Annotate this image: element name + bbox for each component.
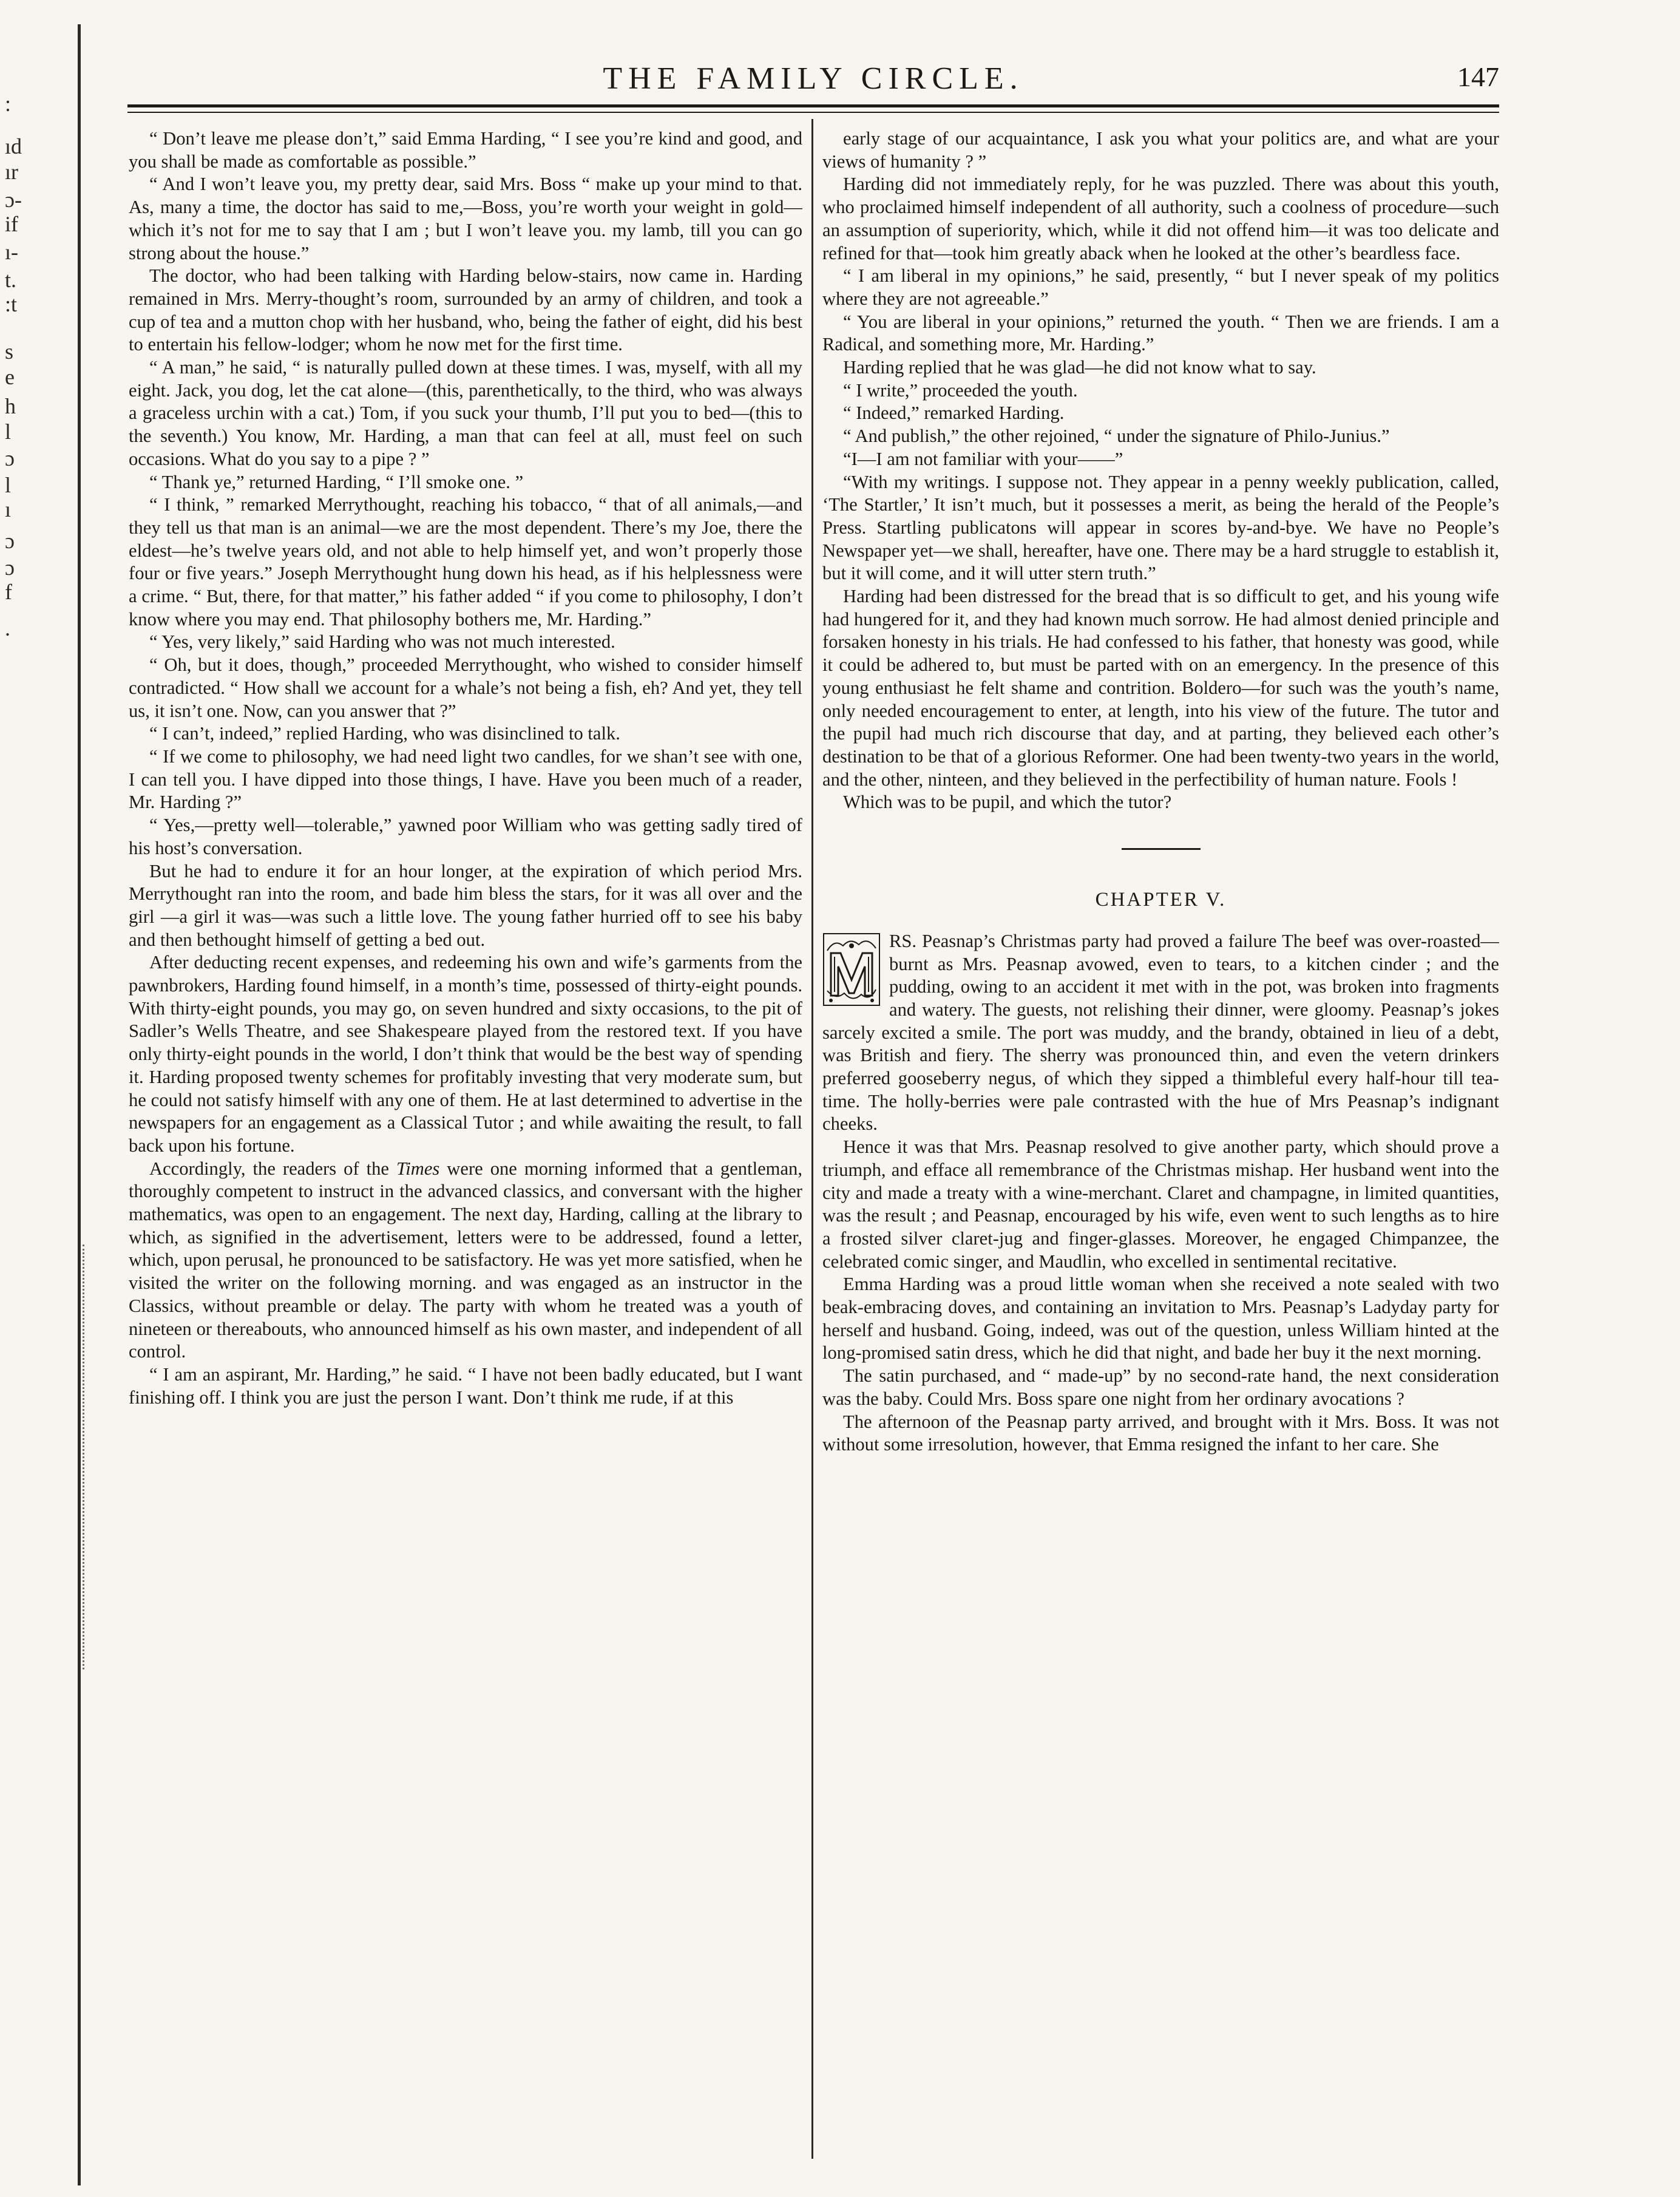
paragraph: “ I write,” proceeded the youth. xyxy=(843,379,1078,401)
paragraph: But he had to endure it for an hour longer, at the expiration of which period Mrs. Merrythought ran into the room, and bade him bless the stars, for it was all over and the girl —a girl it was—was such a little love. The young father hurried off to see his baby and then bethought himself of getting a bed out. xyxy=(129,860,802,950)
paragraph: Which was to be pupil, and which the tutor? xyxy=(843,792,1172,813)
paragraph: Accordingly, the readers of the Times were one morning informed that a gentleman, thoroughly competent to instruct in the advanced classics, and conversant with the higher mathematics, was open to an engagement. The next day, Harding, calling at the library to which, as signified in the advertisement, letters were to be addressed, found a letter, which, upon perusal, he pronounced to be satisfactory. He was yet more satisfied, when he visited the writer on the following morning. and was engaged as an instructor in the Classics, without preamble or delay. The party with whom he treated was a youth of nineteen or thereabouts, who announced himself as his own master, and independent of all control. xyxy=(129,1158,802,1362)
paragraph: “ Don’t leave me please don’t,” said Emma Harding, “ I see you’re kind and good, and you shall be made as comfortable as possible.” xyxy=(129,128,802,172)
margin-fragment: ɔ xyxy=(5,555,15,580)
margin-fragment: if xyxy=(5,212,18,236)
margin-fragment: ɔ xyxy=(5,446,15,470)
margin-fragment: : xyxy=(5,92,12,116)
paragraph: “ Yes, very likely,” said Harding who was not much interested. xyxy=(149,631,615,653)
paragraph: “ Oh, but it does, though,” proceeded Merrythought, who wished to consider himself contradicted. “ How shall we account for a whale’s not being a fish, eh? And yet, they tell us, it isn’t one. Now, can you answer that ?” xyxy=(129,654,802,721)
running-title: THE FAMILY CIRCLE. xyxy=(603,61,1024,96)
ornamental-initial-m xyxy=(822,932,881,1007)
paragraph: After deducting recent expenses, and redeeming his own and wife’s garments from the pawnbrokers, Harding found himself, in a month’s time, possessed of thirty-eight pounds. With thirty-eight pounds, you may go, on seven hundred and sixty occasions, to the pit of Sadler’s Wells Theatre, and see Shakespeare played from the restored text. If you have only thirty-eight pounds in the world, I don’t think that would be the best way of spending it. Harding proposed twenty schemes for profitably investing that very moderate sum, but he could not satisfy himself with any one of them. He at last determined to advertise in the newspapers for an engagement as a Classical Tutor ; and while awaiting the result, to fall back upon his fortune. xyxy=(129,952,802,1156)
paragraph: “ Indeed,” remarked Harding. xyxy=(843,402,1065,424)
paragraph: Emma Harding was a proud little woman when she received a note sealed with two beak-embracing doves, and containing an invitation to Mrs. Peasnap’s Ladyday party for herself and husband. Going, indeed, was out of the question, unless William hinted at the long-promised satin dress, which he did that night, and bade her buy it the next morning. xyxy=(822,1274,1499,1363)
margin-fragment: ı- xyxy=(5,240,18,264)
chapter-opening-paragraph xyxy=(822,930,1499,1136)
chapter-heading: CHAPTER V. xyxy=(1095,889,1227,911)
binding-edge-line xyxy=(78,24,81,2185)
margin-fragment: ɔ- xyxy=(5,188,22,212)
paragraph: “ A man,” he said, “ is naturally pulled down at these times. I was, myself, with all my eight. Jack, you dog, let the cat alone—(this, parenthetically, to the third, who was always a graceless urchin with a cat.) Tom, if you suck your thumb, I’ll put you to bed—(this to the seventh.) You know, Mr. Harding, a man that can feel at all, must feel on such occasions. What do you say to a pipe ? ” xyxy=(129,357,802,469)
paragraph: “ I think, ” remarked Merrythought, reaching his tobacco, “ that of all animals,—and they tell us that man is an animal—we are the most dependent. There’s my Joe, there the eldest—he’s twelve years old, and not able to help himself yet, and won’t properly those four or five years.” Joseph Merrythought hung down his head, as if his helplessness were a crime. “ But, there, for that matter,” his father added “ if you come to philosophy, I don’t know where you may end. That philosophy bothers me, Mr. Harding.” xyxy=(129,494,802,630)
margin-fragment: h xyxy=(5,394,16,418)
paragraph: “ I am liberal in my opinions,” he said, presently, “ but I never speak of my politics where they are not agreeable.” xyxy=(822,265,1499,309)
paragraph: Hence it was that Mrs. Peasnap resolved to give another party, which should prove a triumph, and efface all remembrance of the Christmas mishap. Her husband went into the city and made a treaty with a wine-merchant. Claret and champagne, in limited quantities, was the result ; and Peasnap, encouraged by his wife, even went to such lengths as to hire a frosted silver claret-jug and finger-glasses. Moreover, he engaged Chimpanzee, the celebrated comic singer, and Maudlin, who excelled in sentimental recitative. xyxy=(822,1136,1499,1272)
right-column xyxy=(822,127,1499,2173)
italic-title: Times xyxy=(396,1158,440,1179)
paragraph: The satin purchased, and “ made-up” by no second-rate hand, the next consideration was the baby. Could Mrs. Boss spare one night from her ordinary avocations ? xyxy=(822,1365,1499,1409)
margin-fragment: . xyxy=(5,616,10,640)
paragraph: “ If we come to philosophy, we had need light two candles, for we shan’t see with one, I can tell you. I have dipped into those things, I have. Have you been much of a reader, Mr. Harding ?” xyxy=(129,745,802,813)
margin-fragment: ı xyxy=(5,497,12,521)
paragraph: “ You are liberal in your opinions,” returned the youth. “ Then we are friends. I am a Radical, and something more, Mr. Harding.” xyxy=(822,311,1499,355)
right-column-text xyxy=(822,127,1499,814)
paragraph: The doctor, who had been talking with Harding below-stairs, now came in. Harding remained in Mrs. Merry-thought’s room, surrounded by an army of children, and took a cup of tea and a mutton chop with her husband, who, being the father of eight, did his best to entertain his fellow-lodger; whom he now met for the first time. xyxy=(129,265,802,355)
margin-fragment: ır xyxy=(5,160,18,184)
facing-page-fragments xyxy=(0,91,67,759)
paragraph: Harding did not immediately reply, for he was puzzled. There was about this youth, who proclaimed himself independent of all authority, such a coolness of procedure—such an assumption of superiority, which, while it did not offend him—it was too delicate and refined for that—took him greatly aback when he looked at the other’s beardless face. xyxy=(822,174,1499,263)
paragraph: early stage of our acquaintance, I ask you what your politics are, and what are your views of humanity ? ” xyxy=(822,128,1499,172)
paragraph: “ Thank ye,” returned Harding, “ I’ll smoke one. ” xyxy=(149,471,524,492)
margin-fragment: ıd xyxy=(5,134,22,158)
paragraph: “ And publish,” the other rejoined, “ under the signature of Philo-Junius.” xyxy=(843,426,1390,447)
paragraph: “I—I am not familiar with your——” xyxy=(843,448,1123,469)
paragraph: “ Yes,—pretty well—tolerable,” yawned poor William who was getting sadly tired of his host’s conversation. xyxy=(129,815,802,858)
margin-fragment: ɔ xyxy=(5,529,15,553)
column-divider xyxy=(811,119,813,2159)
margin-fragment: t. xyxy=(5,268,17,292)
paragraph: “ I can’t, indeed,” replied Harding, who was disinclined to talk. xyxy=(149,723,620,744)
running-header xyxy=(127,61,1499,103)
paragraph: Harding had been distressed for the bread that is so difficult to get, and his young wife had hungered for it, and they had known much sorrow. He had almost denied principle and forsaken honesty in his trials. He had confessed to his father, that honesty was good, while it could be adhered to, but must be parted with on an emergency. In the presence of this young enthusiast he felt shame and contrition. Boldero—for such was the youth’s name, only needed encouragement to enter, at length, into his view of the future. The tutor and the pupil had much rich discourse that day, and at parting, they believed each other’s destination to be that of a glorious Reformer. One had been twenty-two years in the world, and the other, ninteen, and they believed in the perfectibility of human nature. Fools ! xyxy=(822,586,1499,790)
page-number: 147 xyxy=(1457,61,1499,92)
ornamental-initial-m-icon xyxy=(822,932,881,1007)
paragraph: “ And I won’t leave you, my pretty dear, said Mrs. Boss “ make up your mind to that. As, many a time, the doctor has said to me,—Boss, you’re worth your weight in gold—which it’s not for me to say that I am ; but I won’t leave you. my lamb, till you can go strong about the house.” xyxy=(129,174,802,263)
chapter-opening-text: RS. Peasnap’s Christmas party had proved a failure The beef was over-roasted—burnt as Mrs. Peasnap avowed, even to tears, to a kitchen cinder ; and the pudding, owing to an accident it met with in the pot, was broken into fragments and watery. The guests, not relishing their dinner, were gloomy. Peasnap’s jokes sarcely excited a smile. The port was muddy, and the brandy, obtained in lieu of a debt, was British and fiery. The sherry was pronounced thin, and even the vetern drinkers preferred gooseberry negus, of which they sipped a thimbleful every half-hour till tea-time. The holly-berries were pale contrasted with the hue of Mrs Peasnap’s indignant cheeks. xyxy=(822,930,1499,1135)
margin-fragment: f xyxy=(5,580,12,604)
paragraph: “ I am an aspirant, Mr. Harding,” he said. “ I have not been badly educated, but I want finishing off. I think you are just the person I want. Don’t think me rude, if at this xyxy=(129,1363,802,1408)
chapter-text xyxy=(822,1136,1499,1456)
binding-stitch-marks xyxy=(83,1245,93,1669)
section-divider-rule xyxy=(1122,848,1201,850)
margin-fragment: l xyxy=(5,419,12,444)
margin-fragment: e xyxy=(5,365,15,389)
margin-fragment: l xyxy=(5,473,12,497)
header-double-rule xyxy=(127,104,1499,113)
paragraph: “With my writings. I suppose not. They appear in a penny weekly publication, called, ‘The Startler,’ It isn’t much, but it possesses a merit, as being the herald of the People’s Press. Startling publicatons will appear in scores by-and-bye. We have no People’s Newspaper yet—we shall, hereafter, have one. There may be a hard struggle to establish it, but it will come, and it will utter stern truth.” xyxy=(822,471,1499,584)
margin-fragment: :t xyxy=(5,292,18,316)
margin-fragment: s xyxy=(5,339,14,364)
left-column xyxy=(129,127,802,2173)
paragraph: The afternoon of the Peasnap party arrived, and brought with it Mrs. Boss. It was not without some irresolution, however, that Emma resigned the infant to her care. She xyxy=(822,1411,1499,1455)
paragraph: Harding replied that he was glad—he did not know what to say. xyxy=(843,357,1316,378)
